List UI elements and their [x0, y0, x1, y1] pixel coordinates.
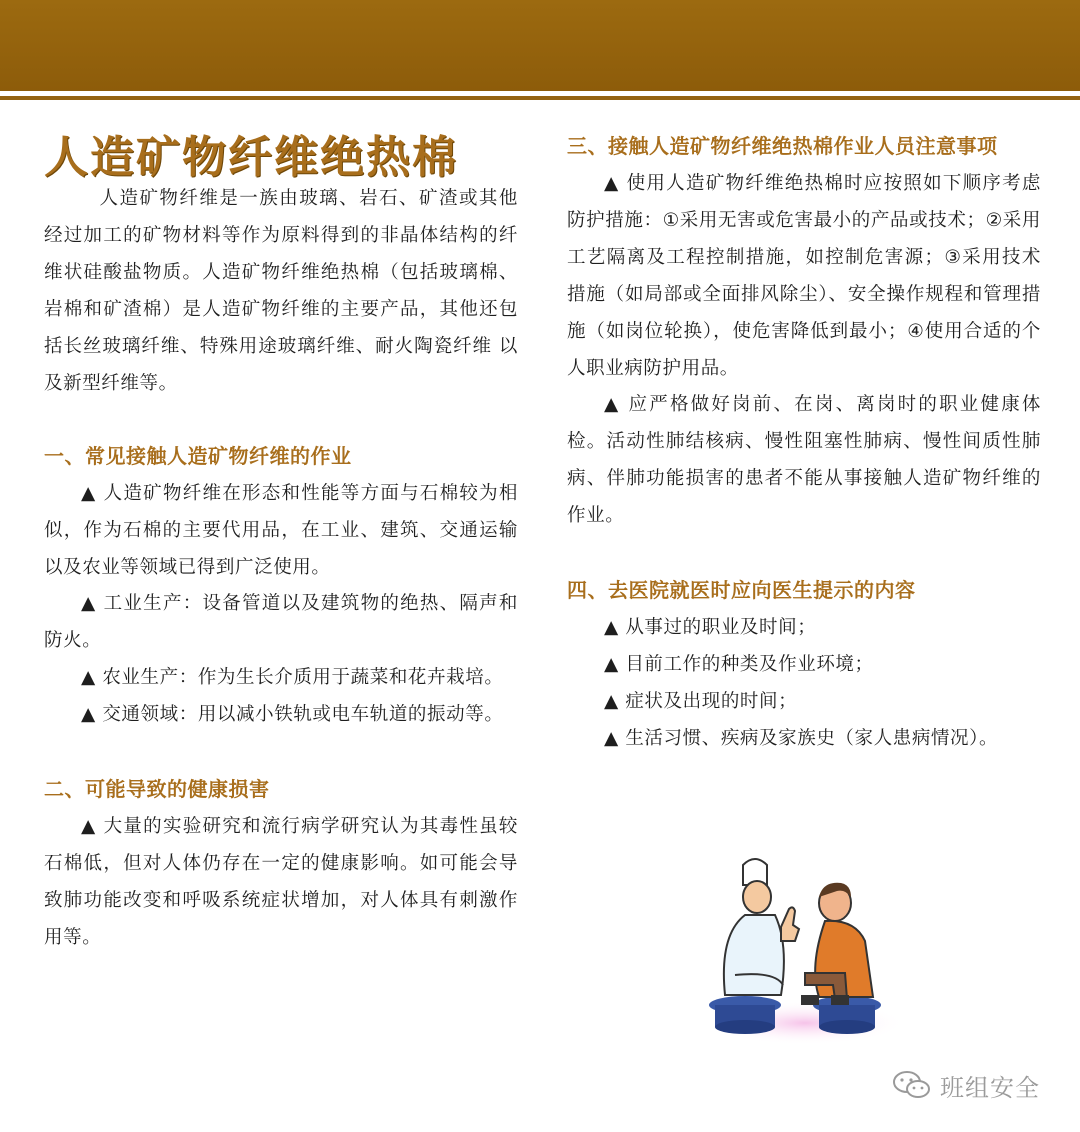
bullet-item: ▲ 人造矿物纤维在形态和性能等方面与石棉较为相似，作为石棉的主要代用品，在工业、建筑、交通运输以及农业等领域已得到广泛使用。 — [44, 483, 519, 578]
bullet-icon: ▲ — [604, 654, 619, 675]
bullet-icon: ▲ — [81, 667, 96, 688]
bullet-item: ▲ 应严格做好岗前、在岗、离岗时的职业健康体检。活动性肺结核病、慢性阻塞性肺病、慢性间质性肺病、伴肺功能损害的患者不能从事接触人造矿物纤维的作业。 — [567, 394, 1041, 526]
wechat-icon — [892, 1069, 932, 1101]
section-heading-doctor-visit: 四、去医院就医时应向医生提示的内容 — [567, 578, 916, 602]
bullet-item: ▲ 使用人造矿物纤维绝热棉时应按照如下顺序考虑防护措施：①采用无害或危害最小的产品或技术；②采用工艺隔离及工程控制措施，如控制危害源；③采用技术措施（如局部或全面排风除尘）、安全操作规程和管理措施（如岗位轮换），使危害降低到最小；④使用合适的个人职业病防护用品。 — [567, 173, 1042, 379]
page-title: 人造矿物纤维绝热棉 — [44, 132, 458, 183]
intro-paragraph: 人造矿物纤维是一族由玻璃、岩石、矿渣或其他经过加工的矿物材料等作为原料得到的非晶体结构的纤维状硅酸盐物质。人造矿物纤维绝热棉（包括玻璃棉、岩棉和矿渣棉）是人造矿物纤维的主要产品，其他还包括长丝玻璃纤维、特殊用途玻璃纤维、耐火陶瓷纤维 以及新型纤维等。 — [44, 188, 518, 394]
top-rule — [0, 96, 1080, 100]
bullet-icon: ▲ — [604, 394, 621, 415]
bullet-item: ▲ 从事过的职业及时间； — [604, 617, 817, 638]
section-heading-health-harm: 二、可能导致的健康损害 — [44, 777, 270, 801]
bullet-icon: ▲ — [81, 593, 97, 614]
bullet-item: ▲ 交通领域：用以减小铁轨或电车轨道的振动等。 — [81, 704, 504, 725]
watermark — [892, 1067, 1040, 1103]
watermark-text: 班组安全 — [940, 1073, 1040, 1102]
bullet-item: ▲ 目前工作的种类及作业环境； — [604, 654, 874, 675]
bullet-item: ▲ 工业生产：设备管道以及建筑物的绝热、隔声和防火。 — [44, 593, 519, 651]
section-heading-precautions: 三、接触人造矿物纤维绝热棉作业人员注意事项 — [567, 134, 998, 158]
bullet-icon: ▲ — [604, 617, 619, 638]
bullet-icon: ▲ — [604, 691, 619, 712]
bullet-icon: ▲ — [81, 816, 97, 837]
doctor-patient-illustration — [695, 855, 905, 1045]
bullet-item: ▲ 生活习惯、疾病及家族史（家人患病情况）。 — [604, 728, 999, 749]
bullet-item: ▲ 大量的实验研究和流行病学研究认为其毒性虽较石棉低，但对人体仍存在一定的健康影响。如可能会导致肺功能改变和呼吸系统症状增加，对人体具有刺激作用等。 — [44, 816, 519, 948]
top-banner — [0, 0, 1080, 91]
bullet-icon: ▲ — [81, 704, 96, 725]
bullet-icon: ▲ — [604, 173, 620, 194]
bullet-item: ▲ 农业生产：作为生长介质用于蔬菜和花卉栽培。 — [81, 667, 504, 688]
bullet-icon: ▲ — [604, 728, 619, 749]
bullet-item: ▲ 症状及出现的时间； — [604, 691, 798, 712]
bullet-icon: ▲ — [81, 483, 97, 504]
section-heading-common-jobs: 一、常见接触人造矿物纤维的作业 — [44, 444, 352, 468]
